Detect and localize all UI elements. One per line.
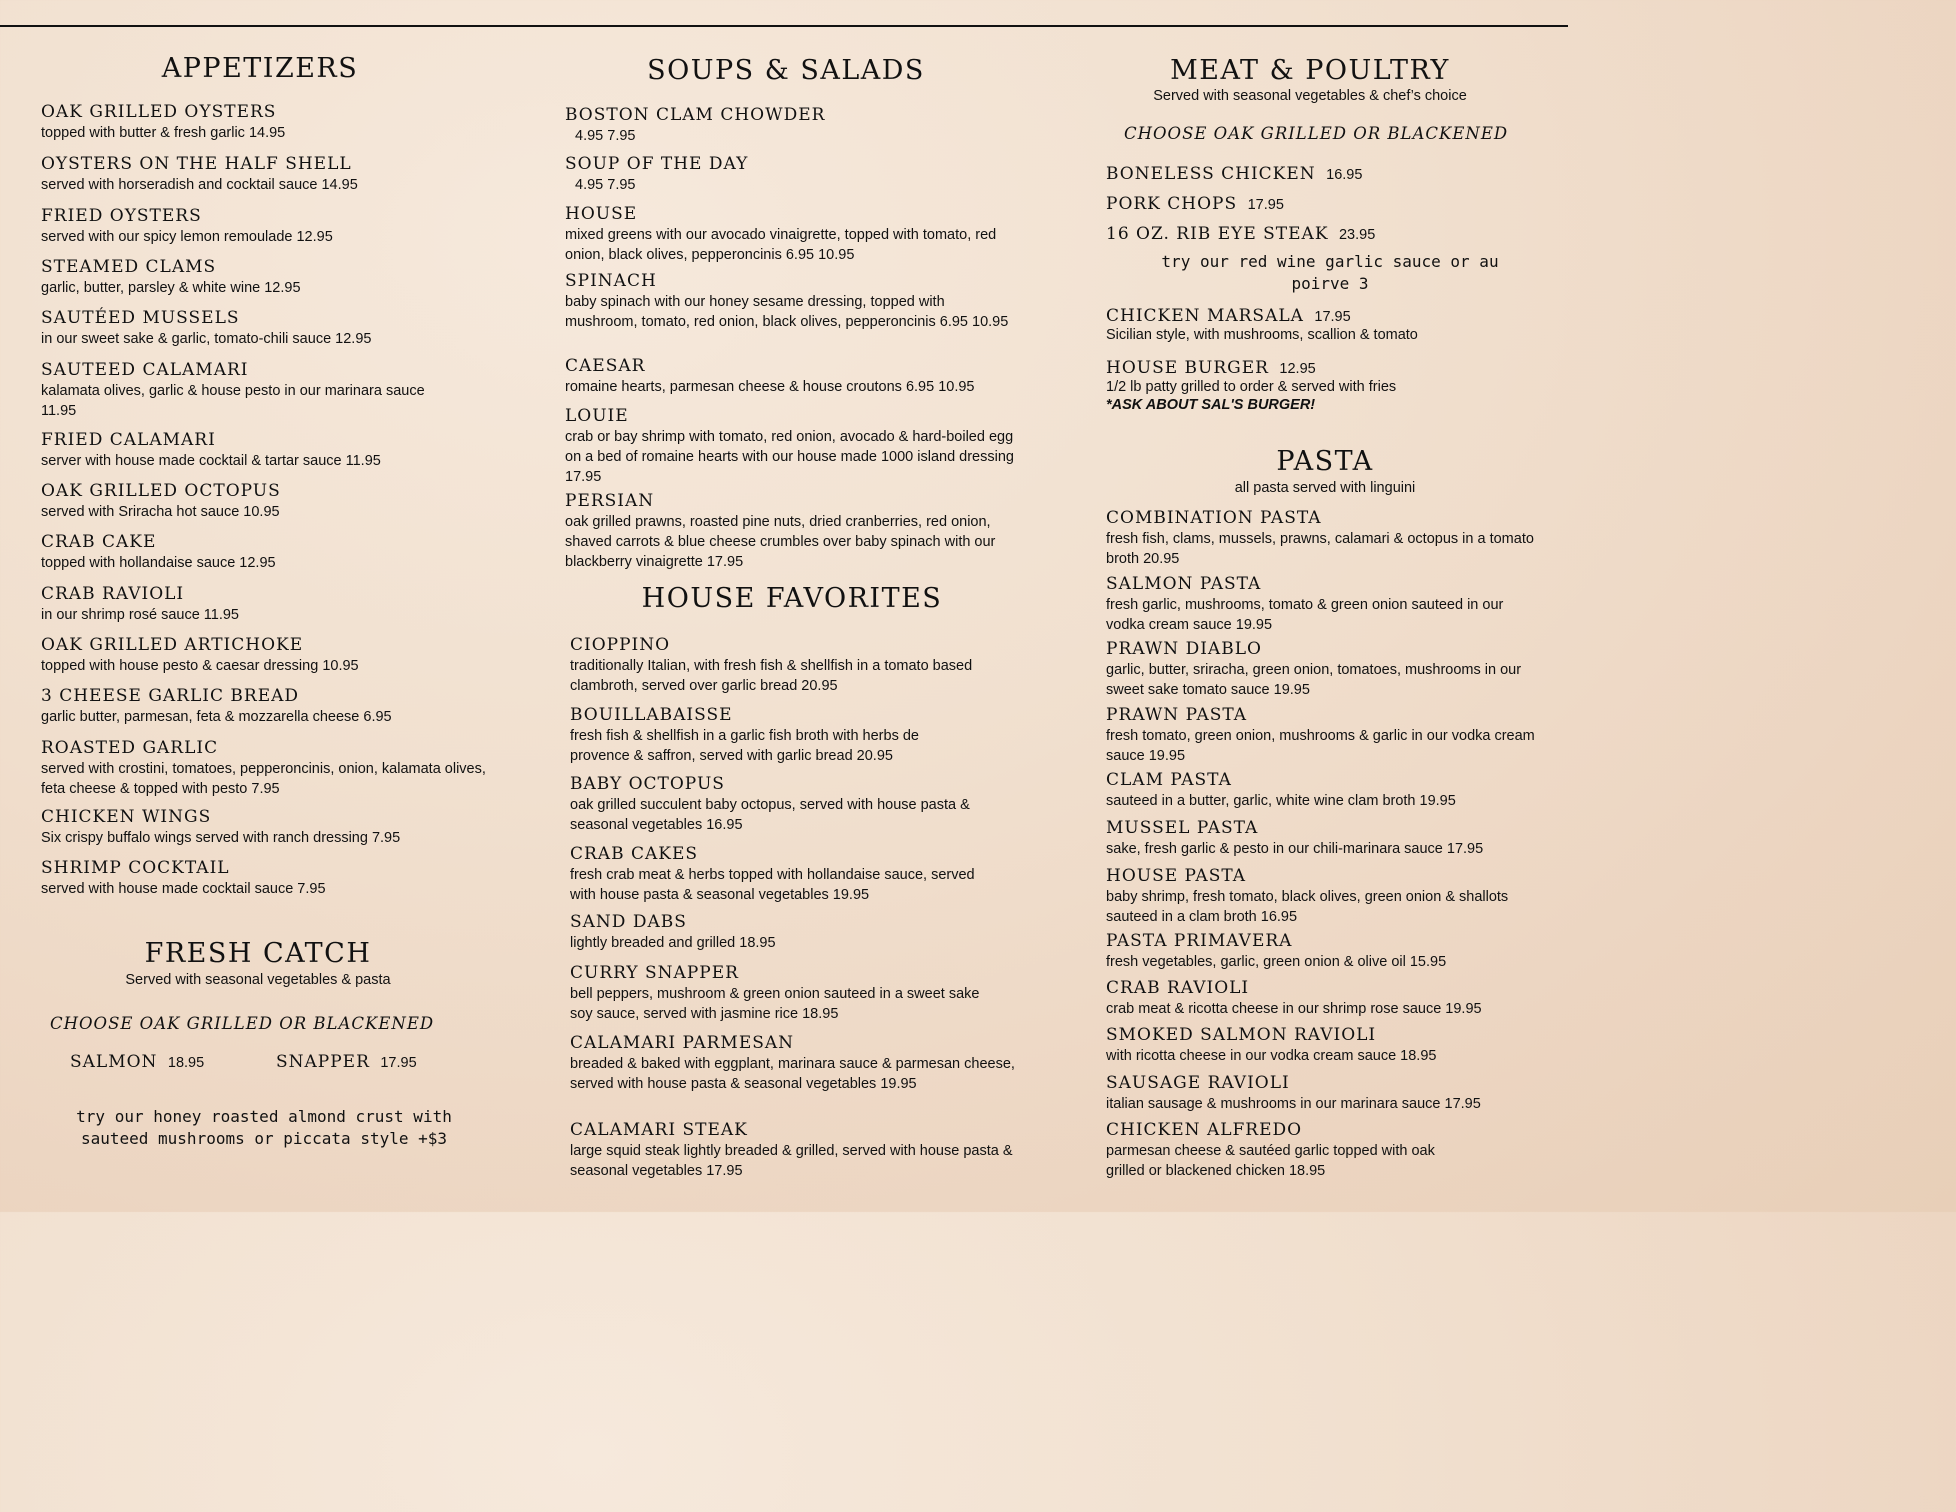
item-name: OAK GRILLED ARTICHOKE — [41, 635, 304, 655]
menu-item — [570, 963, 1000, 1024]
item-desc: garlic, butter, parsley & white wine 12.95 — [41, 280, 301, 296]
item-desc: Six crispy buffalo wings served with ranch dressing 7.95 — [41, 830, 401, 846]
menu-item — [41, 430, 491, 471]
item-desc: oak grilled succulent baby octopus, served with house pasta & seasonal vegetables 16.95 — [570, 797, 970, 833]
top-rule — [0, 25, 1568, 27]
item-name: LOUIE — [565, 406, 629, 426]
menu-item — [41, 635, 491, 676]
item-desc: kalamata olives, garlic & house pesto in our marinara sauce 11.95 — [41, 383, 425, 419]
item-name: STEAMED CLAMS — [41, 257, 217, 277]
menu-item — [565, 356, 1040, 397]
menu-item — [570, 705, 970, 766]
menu-item — [565, 154, 1035, 195]
item-desc: mixed greens with our avocado vinaigrette, topped with tomato, red onion, black olives, pepperoncinis 6.95 10.95 — [565, 227, 997, 263]
appetizers-heading: APPETIZERS — [161, 53, 359, 84]
item-desc: large squid steak lightly breaded & grilled, served with house pasta & seasonal vegetables 17.95 — [570, 1143, 1013, 1179]
item-desc: served with crostini, tomatoes, pepperoncinis, onion, kalamata olives, feta cheese & topped with pesto 7.95 — [41, 761, 486, 797]
item-desc: lightly breaded and grilled 18.95 — [570, 935, 776, 951]
item-name: SAUSAGE RAVIOLI — [1106, 1073, 1290, 1093]
item-name: CRAB RAVIOLI — [41, 584, 185, 604]
item-price: 17.95 — [1314, 309, 1351, 325]
item-name: SNAPPER — [276, 1052, 370, 1072]
item-price: 16.95 — [1326, 167, 1363, 183]
snapper-item — [276, 1052, 417, 1073]
item-name: SAND DABS — [570, 912, 687, 932]
item-name: SAUTÉED MUSSELS — [41, 308, 240, 328]
item-desc: sauteed in a butter, garlic, white wine clam broth 19.95 — [1106, 793, 1456, 809]
menu-item — [565, 406, 1015, 487]
menu-item — [41, 257, 491, 298]
item-name: COMBINATION PASTA — [1106, 508, 1322, 528]
item-name: CRAB RAVIOLI — [1106, 978, 1250, 998]
item-desc: fresh garlic, mushrooms, tomato & green onion sauteed in our vodka cream sauce 19.95 — [1106, 597, 1504, 633]
menu-item — [41, 858, 491, 899]
item-name: FRIED CALAMARI — [41, 430, 216, 450]
item-desc: 4.95 7.95 — [575, 177, 636, 193]
item-name: FRIED OYSTERS — [41, 206, 202, 226]
item-name: SMOKED SALMON RAVIOLI — [1106, 1025, 1377, 1045]
menu-item — [41, 807, 491, 848]
item-desc: fresh fish, clams, mussels, prawns, calamari & octopus in a tomato broth 20.95 — [1106, 531, 1534, 567]
fresh-catch-note: try our honey roasted almond crust with sauteed mushrooms or piccata style +$3 — [76, 1107, 452, 1148]
menu-item — [1106, 1025, 1546, 1066]
burger-note: *ASK ABOUT SAL'S BURGER! — [1106, 397, 1316, 413]
menu-item — [41, 360, 461, 421]
item-desc: in our shrimp rosé sauce 11.95 — [41, 607, 240, 623]
item-name: CRAB CAKES — [570, 844, 699, 864]
item-name: SOUP OF THE DAY — [565, 154, 749, 174]
menu-item — [41, 102, 491, 143]
item-name: HOUSE — [565, 204, 638, 224]
item-desc: breaded & baked with eggplant, marinara sauce & parmesan cheese, served with house pasta & seasonal vegetables 19.95 — [570, 1056, 1015, 1092]
item-name: CHICKEN WINGS — [41, 807, 212, 827]
item-price: 18.95 — [167, 1055, 205, 1071]
item-desc: 1/2 lb patty grilled to order & served with fries — [1106, 379, 1397, 395]
item-name: HOUSE PASTA — [1106, 866, 1247, 886]
item-desc: in our sweet sake & garlic, tomato-chili sauce 12.95 — [41, 331, 372, 347]
menu-item — [570, 912, 990, 953]
item-desc: topped with butter & fresh garlic 14.95 — [41, 125, 286, 141]
menu-item — [1106, 508, 1546, 569]
item-desc: traditionally Italian, with fresh fish & shellfish in a tomato based clambroth, served over garlic bread 20.95 — [570, 658, 973, 694]
menu-item — [1106, 818, 1546, 859]
item-desc: fresh tomato, green onion, mushrooms & garlic in our vodka cream sauce 19.95 — [1106, 728, 1535, 764]
item-desc: served with Sriracha hot sauce 10.95 — [41, 504, 280, 520]
item-price: 23.95 — [1338, 227, 1376, 243]
menu-item — [570, 635, 990, 696]
item-name: CALAMARI PARMESAN — [570, 1033, 795, 1053]
item-name: OAK GRILLED OYSTERS — [41, 102, 277, 122]
menu-item — [41, 532, 491, 573]
item-name: OYSTERS ON THE HALF SHELL — [41, 154, 352, 174]
item-name: 16 OZ. RIB EYE STEAK — [1106, 224, 1329, 244]
item-name: MUSSEL PASTA — [1106, 818, 1259, 838]
item-desc: italian sausage & mushrooms in our marinara sauce 17.95 — [1106, 1096, 1481, 1112]
item-name: CALAMARI STEAK — [570, 1120, 748, 1140]
item-desc: oak grilled prawns, roasted pine nuts, dried cranberries, red onion, shaved carrots & blue cheese crumbles over baby spinach with our blackberry vinaigrette 17.95 — [565, 514, 996, 570]
item-name: 3 CHEESE GARLIC BREAD — [41, 686, 300, 706]
fresh-catch-choose: CHOOSE OAK GRILLED OR BLACKENED — [50, 1014, 435, 1033]
menu-item — [1106, 866, 1526, 927]
menu-item — [41, 686, 491, 727]
item-desc: served with house made cocktail sauce 7.95 — [41, 881, 326, 897]
item-desc: topped with hollandaise sauce 12.95 — [41, 555, 276, 571]
item-name: ROASTED GARLIC — [41, 738, 219, 758]
salmon-item — [70, 1052, 204, 1073]
item-name: BOSTON CLAM CHOWDER — [565, 105, 826, 125]
item-name: PORK CHOPS — [1106, 194, 1238, 214]
item-desc: fresh vegetables, garlic, green onion & olive oil 15.95 — [1106, 954, 1447, 970]
fresh-catch-subtitle: Served with seasonal vegetables & pasta — [125, 972, 391, 988]
fresh-catch-heading: FRESH CATCH — [144, 938, 372, 969]
menu-item — [1106, 931, 1546, 972]
meat-poultry-subtitle: Served with seasonal vegetables & chef’s choice — [1153, 88, 1467, 104]
item-desc: 4.95 7.95 — [575, 128, 636, 144]
item-desc: served with our spicy lemon remoulade 12.95 — [41, 229, 333, 245]
item-name: BOUILLABAISSE — [570, 705, 733, 725]
menu-item — [1106, 978, 1546, 1019]
meat-poultry-heading: MEAT & POULTRY — [1170, 55, 1450, 86]
item-desc: served with horseradish and cocktail sauce 14.95 — [41, 177, 358, 193]
item-desc: sake, fresh garlic & pesto in our chili-marinara sauce 17.95 — [1106, 841, 1484, 857]
item-desc: with ricotta cheese in our vodka cream sauce 18.95 — [1106, 1048, 1437, 1064]
item-desc: garlic butter, parmesan, feta & mozzarella cheese 6.95 — [41, 709, 392, 725]
ribeye-item — [1106, 224, 1375, 245]
house-burger-item — [1106, 358, 1546, 415]
item-price: 17.95 — [1247, 197, 1284, 213]
item-desc: baby spinach with our honey sesame dressing, topped with mushroom, tomato, red onion, black olives, pepperoncinis 6.95 10.95 — [565, 294, 1009, 330]
pasta-subtitle: all pasta served with linguini — [1234, 480, 1416, 496]
item-name: BABY OCTOPUS — [570, 774, 725, 794]
item-name: CHICKEN MARSALA — [1106, 306, 1304, 326]
meat-choose: CHOOSE OAK GRILLED OR BLACKENED — [1124, 124, 1509, 143]
item-desc: Sicilian style, with mushrooms, scallion & tomato — [1106, 327, 1418, 343]
item-name: CIOPPINO — [570, 635, 671, 655]
item-name: SALMON PASTA — [1106, 574, 1262, 594]
item-name: PERSIAN — [565, 491, 655, 511]
menu-item — [41, 154, 491, 195]
menu-item — [565, 271, 1010, 332]
item-name: PASTA PRIMAVERA — [1106, 931, 1293, 951]
boneless-chicken-item — [1106, 164, 1362, 185]
item-name: BONELESS CHICKEN — [1106, 164, 1316, 184]
item-price: 12.95 — [1279, 361, 1316, 377]
pasta-heading: PASTA — [1276, 446, 1374, 477]
menu-item — [41, 308, 491, 349]
menu-item — [1106, 1120, 1461, 1181]
sauce-note: try our red wine garlic sauce or au poirve 3 — [1161, 252, 1499, 293]
house-favorites-heading: HOUSE FAVORITES — [641, 583, 943, 614]
menu-item — [41, 584, 491, 625]
menu-item — [570, 774, 1025, 835]
item-name: CURRY SNAPPER — [570, 963, 739, 983]
item-desc: bell peppers, mushroom & green onion sauteed in a sweet sake soy sauce, served with jasmine rice 18.95 — [570, 986, 980, 1022]
item-desc: server with house made cocktail & tartar sauce 11.95 — [41, 453, 381, 469]
soups-salads-heading: SOUPS & SALADS — [647, 55, 925, 86]
menu-item — [41, 738, 491, 799]
menu-item — [570, 1033, 1015, 1094]
item-name: HOUSE BURGER — [1106, 358, 1269, 378]
item-name: PRAWN PASTA — [1106, 705, 1248, 725]
item-desc: baby shrimp, fresh tomato, black olives, green onion & shallots sauteed in a clam broth 16.95 — [1106, 889, 1509, 925]
item-name: CHICKEN ALFREDO — [1106, 1120, 1303, 1140]
item-price: 17.95 — [380, 1055, 417, 1071]
item-name: CRAB CAKE — [41, 532, 157, 552]
menu-item — [1106, 770, 1546, 811]
item-desc: crab meat & ricotta cheese in our shrimp rose sauce 19.95 — [1106, 1001, 1482, 1017]
pork-chops-item — [1106, 194, 1284, 215]
menu-item — [1106, 639, 1546, 700]
item-name: OAK GRILLED OCTOPUS — [41, 481, 281, 501]
menu-item — [1106, 1073, 1546, 1114]
item-name: CAESAR — [565, 356, 646, 376]
chicken-marsala-item — [1106, 306, 1546, 343]
item-desc: fresh fish & shellfish in a garlic fish broth with herbs de provence & saffron, served with garlic bread 20.95 — [570, 728, 919, 764]
item-desc: topped with house pesto & caesar dressing 10.95 — [41, 658, 359, 674]
menu-item — [565, 491, 1035, 572]
menu-item — [41, 481, 491, 522]
item-name: SHRIMP COCKTAIL — [41, 858, 230, 878]
menu-item — [565, 105, 1035, 146]
item-name: SALMON — [70, 1052, 158, 1072]
menu-item — [570, 1120, 1015, 1181]
item-desc: parmesan cheese & sautéed garlic topped with oak grilled or blackened chicken 18.95 — [1106, 1143, 1435, 1179]
item-desc: romaine hearts, parmesan cheese & house croutons 6.95 10.95 — [565, 379, 975, 395]
menu-item — [1106, 574, 1546, 635]
item-desc: crab or bay shrimp with tomato, red onion, avocado & hard-boiled egg on a bed of romaine hearts with our house made 1000 island dressing 17.95 — [565, 429, 1014, 485]
menu-item — [1106, 705, 1546, 766]
item-name: SPINACH — [565, 271, 657, 291]
item-name: CLAM PASTA — [1106, 770, 1232, 790]
item-desc: fresh crab meat & herbs topped with hollandaise sauce, served with house pasta & seasonal vegetables 19.95 — [570, 867, 975, 903]
item-desc: garlic, butter, sriracha, green onion, tomatoes, mushrooms in our sweet sake tomato sauce 19.95 — [1106, 662, 1522, 698]
menu-item — [41, 206, 491, 247]
item-name: PRAWN DIABLO — [1106, 639, 1262, 659]
menu-item — [570, 844, 990, 905]
item-name: SAUTEED CALAMARI — [41, 360, 249, 380]
menu-item — [565, 204, 1033, 265]
